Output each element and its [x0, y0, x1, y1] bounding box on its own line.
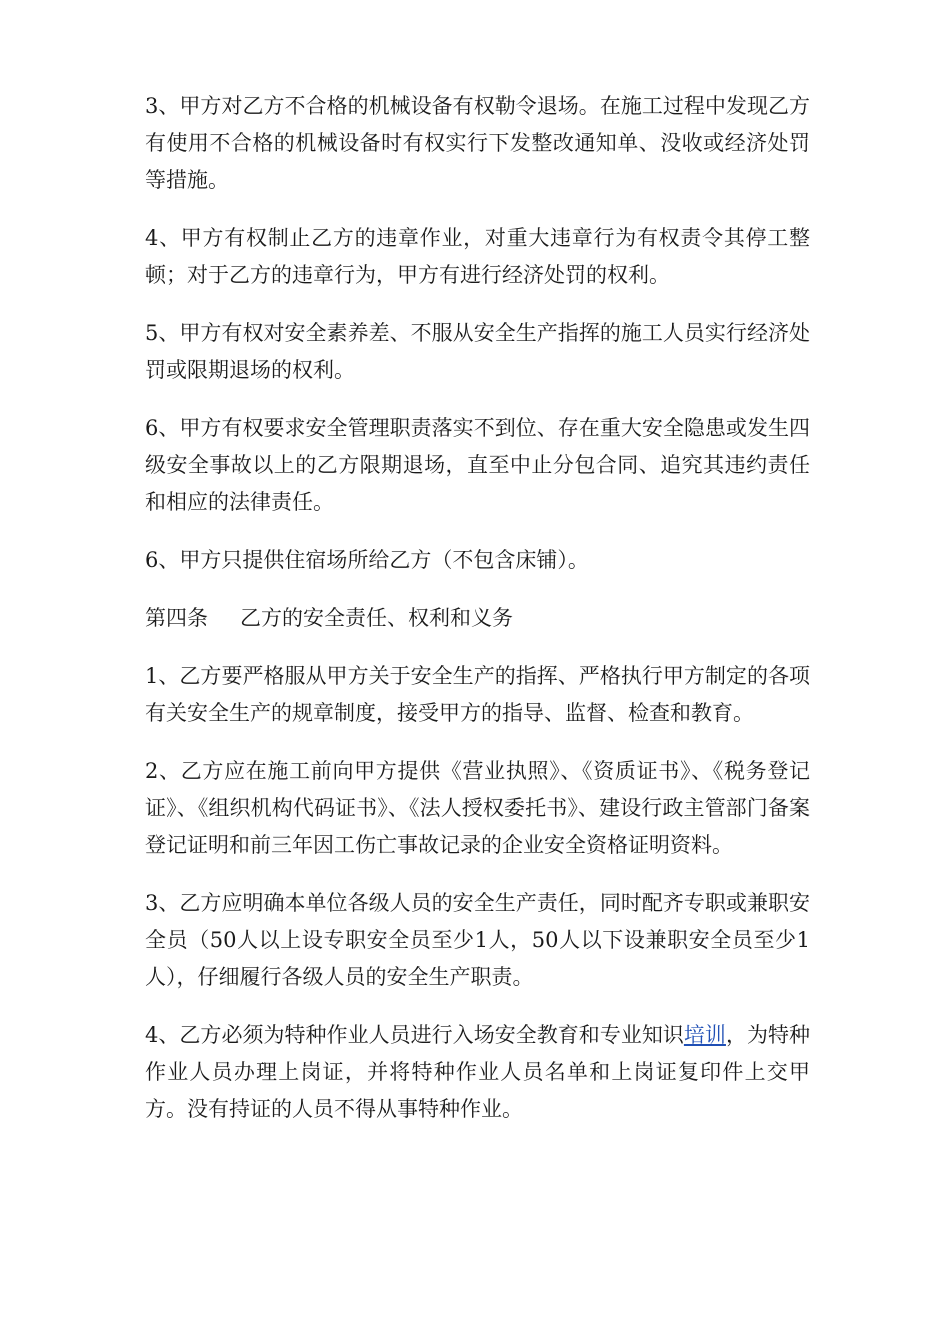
paragraph-clause-6: 6、甲方有权要求安全管理职责落实不到位、存在重大安全隐患或发生四级安全事故以上的乙方限期退场，直至中止分包合同、追究其违约责任和相应的法律责任。 [145, 416, 810, 514]
paragraph-clause-5: 5、甲方有权对安全素养差、不服从安全生产指挥的施工人员实行经济处罚或限期退场的权利。 [145, 321, 810, 382]
paragraph-article-4-clause-3: 3、乙方应明确本单位各级人员的安全生产责任，同时配齐专职或兼职安全员（50人以上设专职安全员至少1人，50人以下设兼职安全员至少1人），仔细履行各级人员的安全生产职责。 [145, 891, 810, 989]
document-body [145, 88, 810, 1149]
paragraph-clause-4: 4、甲方有权制止乙方的违章作业，对重大违章行为有权责令其停工整顿；对于乙方的违章行为，甲方有进行经济处罚的权利。 [145, 226, 810, 287]
article-four-heading [145, 600, 810, 637]
clause-4-text-before-link: 4、乙方必须为特种作业人员进行入场安全教育和专业知识 [145, 1023, 684, 1047]
article-title: 乙方的安全责任、权利和义务 [240, 606, 513, 630]
paragraph-article-4-clause-4 [145, 1017, 810, 1128]
training-link[interactable]: 培训 [683, 1023, 726, 1047]
paragraph-article-4-clause-2: 2、乙方应在施工前向甲方提供《营业执照》、《资质证书》、《税务登记证》、《组织机构代码证书》、《法人授权委托书》、建设行政主管部门备案登记证明和前三年因工伤亡事故记录的企业安全资格证明资料。 [145, 759, 810, 857]
paragraph-article-4-clause-1: 1、乙方要严格服从甲方关于安全生产的指挥、严格执行甲方制定的各项有关安全生产的规章制度，接受甲方的指导、监督、检查和教育。 [145, 664, 810, 725]
article-number: 第四条 [145, 606, 208, 630]
paragraph-clause-3: 3、甲方对乙方不合格的机械设备有权勒令退场。在施工过程中发现乙方有使用不合格的机械设备时有权实行下发整改通知单、没收或经济处罚等措施。 [145, 94, 810, 192]
paragraph-clause-6-accommodation: 6、甲方只提供住宿场所给乙方（不包含床铺）。 [145, 548, 589, 572]
clause-4-text-after-link: ，为特种作业人员办理上岗证，并将特种作业人员名单和上岗证复印件上交甲方。没有持证的人员不得从事特种作业。 [145, 1023, 811, 1121]
